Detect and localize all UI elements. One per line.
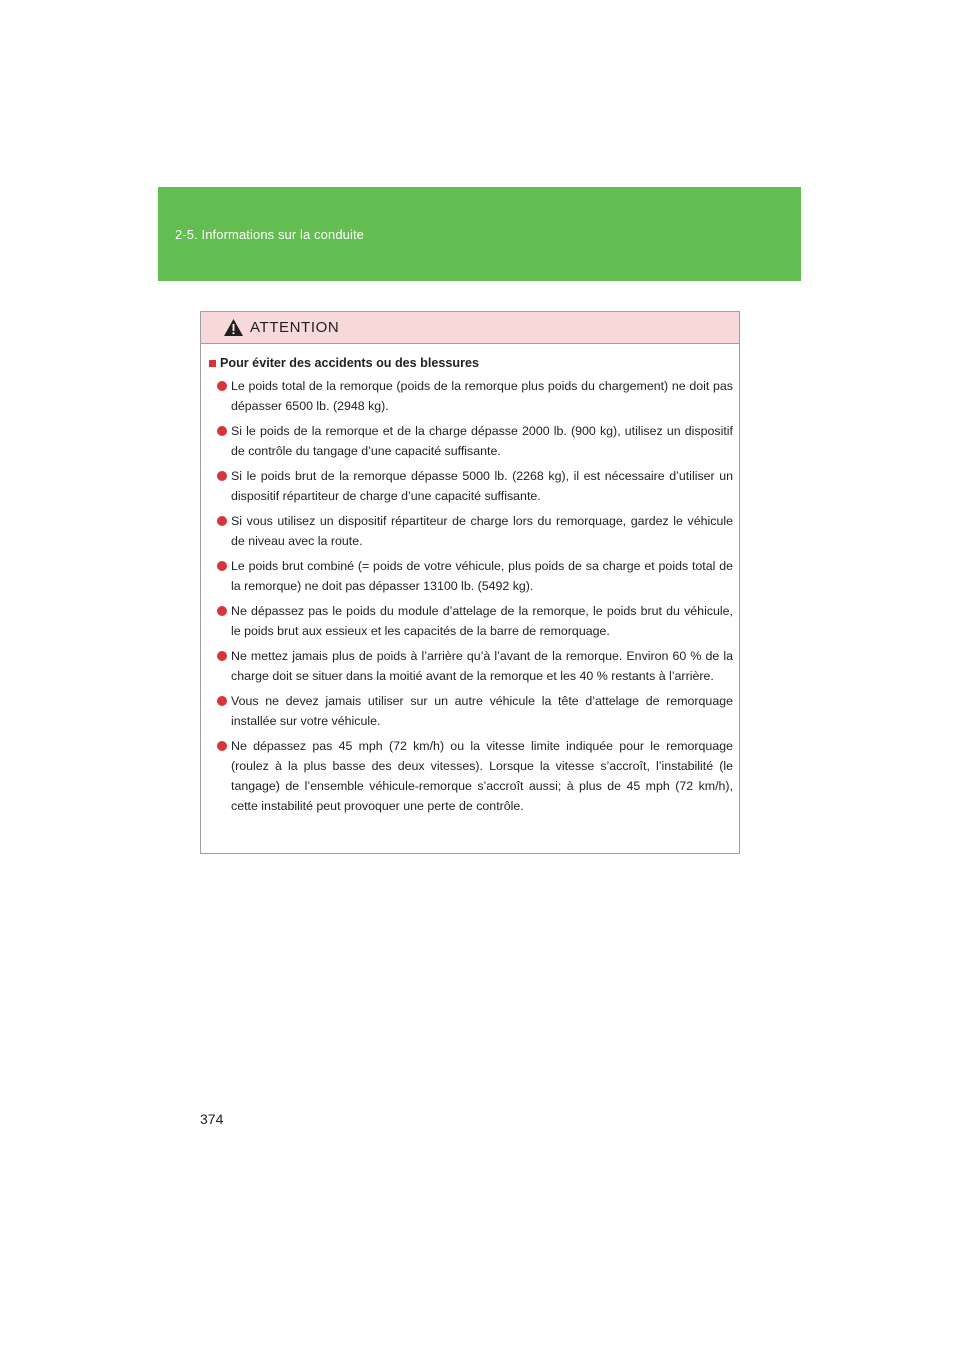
list-item [209, 691, 733, 731]
list-item [209, 421, 733, 461]
bullet-icon [217, 741, 227, 751]
list-item-text: Le poids brut combiné (= poids de votre véhicule, plus poids de sa charge et poids total de la remorque) ne doit pas dépasser 13100 lb. (5492 kg). [231, 559, 733, 593]
list-item [209, 556, 733, 596]
list-item-text: Si le poids brut de la remorque dépasse 5000 lb. (2268 kg), il est nécessaire d’utiliser un dispositif répartiteur de charge d’une capacité suffisante. [231, 469, 733, 503]
bullet-icon [217, 561, 227, 571]
list-item-text: Ne dépassez pas 45 mph (72 km/h) ou la vitesse limite indiquée pour le remorquage (roulez à la plus basse des deux vitesses). Lorsque la vitesse s’accroît, l’instabilité (le tangage) de l’ensemble véhicule-remorque s’accroît aussi; à plus de 45 mph (72 km/h), cette instabilité peut provoquer une perte de contrôle. [231, 739, 733, 813]
list-item-text: Si vous utilisez un dispositif répartiteur de charge lors du remorquage, gardez le véhicule de niveau avec la route. [231, 514, 733, 548]
list-item [209, 646, 733, 686]
chapter-header-band [158, 187, 801, 281]
attention-body [201, 344, 739, 816]
list-item-text: Ne dépassez pas le poids du module d’attelage de la remorque, le poids brut du véhicule, le poids brut aux essieux et les capacités de la barre de remorquage. [231, 604, 733, 638]
list-item [209, 511, 733, 551]
list-item-text: Ne mettez jamais plus de poids à l’arrière qu’à l’avant de la remorque. Environ 60 % de la charge doit se situer dans la moitié avant de la remorque et les 40 % restants à l’arrière. [231, 649, 733, 683]
bullet-icon [217, 426, 227, 436]
list-item-text: Vous ne devez jamais utiliser sur un autre véhicule la tête d’attelage de remorquage installée sur votre véhicule. [231, 694, 733, 728]
page-number: 374 [200, 1111, 224, 1127]
bullet-icon [217, 696, 227, 706]
attention-header [201, 312, 739, 344]
attention-box [200, 311, 740, 854]
list-item [209, 376, 733, 416]
bullet-icon [217, 471, 227, 481]
attention-subheading-text: Pour éviter des accidents ou des blessures [220, 356, 479, 370]
attention-list [209, 376, 733, 816]
list-item-text: Le poids total de la remorque (poids de la remorque plus poids du chargement) ne doit pas dépasser 6500 lb. (2948 kg). [231, 379, 733, 413]
bullet-icon [217, 516, 227, 526]
list-item [209, 601, 733, 641]
attention-title: ATTENTION [250, 319, 340, 336]
bullet-icon [217, 651, 227, 661]
bullet-icon [217, 606, 227, 616]
section-title: 2-5. Informations sur la conduite [175, 227, 365, 242]
list-item-text: Si le poids de la remorque et de la charge dépasse 2000 lb. (900 kg), utilisez un dispositif de contrôle du tangage d’une capacité suffisante. [231, 424, 733, 458]
warning-triangle-icon [223, 318, 244, 337]
list-item [209, 466, 733, 506]
list-item [209, 736, 733, 816]
square-bullet-icon [209, 360, 216, 367]
attention-subheading [209, 356, 733, 370]
bullet-icon [217, 381, 227, 391]
